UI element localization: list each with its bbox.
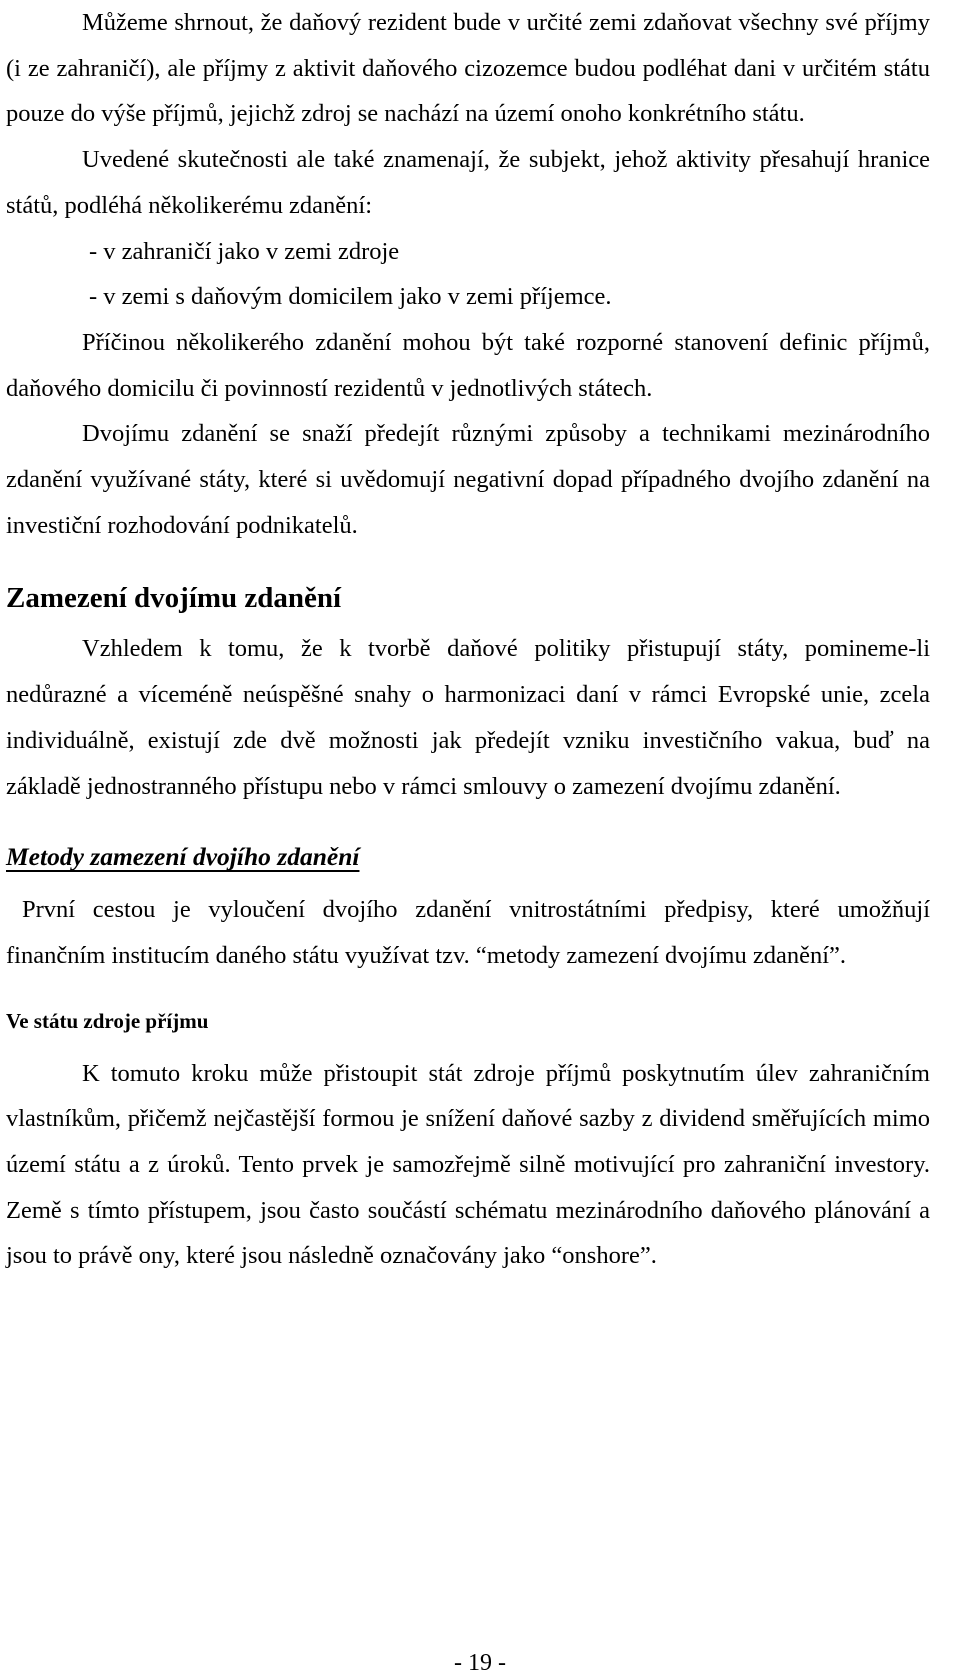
subsection-heading: Metody zamezení dvojího zdanění	[6, 842, 360, 872]
page-number: - 19 -	[454, 1650, 506, 1676]
list-item: - v zahraničí jako v zemi zdroje	[89, 237, 400, 265]
paragraph-source-state: K tomuto kroku může přistoupit stát zdroje příjmů poskytnutím úlev zahraničním vlastníkům, přičemž nejčastější formou je snížení daňové sazby z dividend směřujících mimo území státu a z úroků. Tento prvek je samozřejmě silně motivující pro zahraniční investory. Země s tímto přístupem, jsou často součástí schématu mezinárodního daňového plánování a jsou to právě ony, které jsou následně označovány jako “onshore”.	[6, 1059, 930, 1270]
paragraph-causes: Příčinou několikerého zdanění mohou být také rozporné stanovení definic příjmů, daňového domicilu či povinností rezidentů v jednotlivých státech.	[6, 328, 930, 402]
paragraph-first-way: První cestou je vyloučení dvojího zdanění vnitrostátními předpisy, které umožňují finančním institucím daného státu využívat tzv. “metody zamezení dvojímu zdanění”.	[6, 896, 930, 969]
section-heading: Zamezení dvojímu zdanění	[6, 582, 342, 615]
list-item: - v zemi s daňovým domicilem jako v zemi příjemce.	[89, 283, 612, 311]
paragraph-prevention: Dvojímu zdanění se snaží předejít různými způsoby a technikami mezinárodního zdanění využívané státy, které si uvědomují negativní dopad případného dvojího zdanění na investiční rozhodování podnikatelů.	[6, 420, 930, 539]
paragraph-multiple-taxation: Uvedené skutečnosti ale také znamenají, že subjekt, jehož aktivity přesahují hranice států, podléhá několikerému zdanění:	[6, 146, 930, 219]
subsubsection-heading: Ve státu zdroje příjmu	[6, 1008, 209, 1033]
paragraph-summary: Můžeme shrnout, že daňový rezident bude v určité zemi zdaňovat všechny své příjmy (i ze zahraničí), ale příjmy z aktivit daňového cizozemce budou podléhat dani v určitém státu pouze do výše příjmů, jejichž zdroj se nachází na území onoho konkrétního státu.	[6, 9, 930, 128]
paragraph-approach: Vzhledem k tomu, že k tvorbě daňové politiky přistupují státy, pomineme-li nedůrazné a víceméně neúspěšné snahy o harmonizaci daní v rámci Evropské unie, zcela individuálně, existují zde dvě možnosti jak předejít vzniku investičního vakua, buď na základě jednostranného přístupu nebo v rámci smlouvy o zamezení dvojímu zdanění.	[6, 635, 930, 800]
